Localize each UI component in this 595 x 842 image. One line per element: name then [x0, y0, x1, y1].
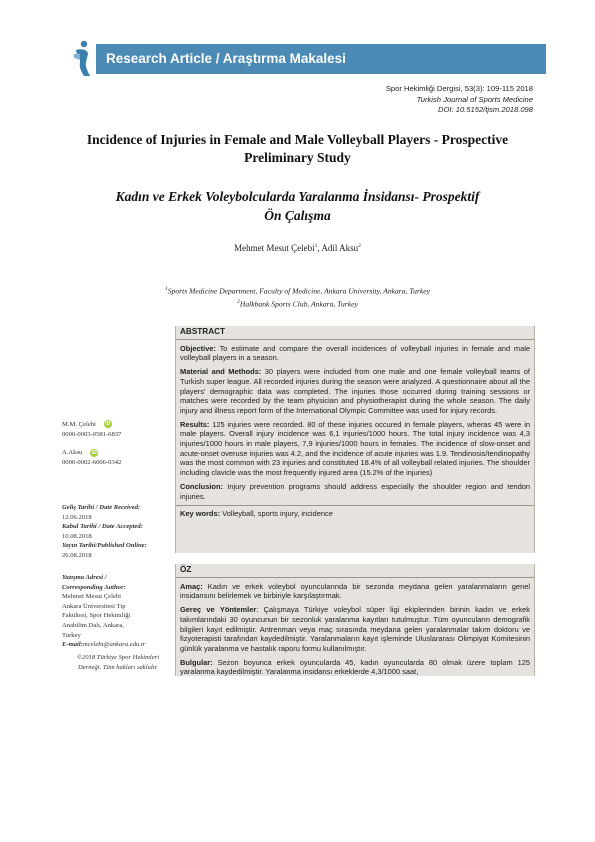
corr-address-line: Fakültesi, Spor Hekimliği: [62, 612, 131, 620]
orcid-entry: [62, 448, 170, 458]
yontem-label: Gereç ve Yöntemler: [180, 605, 257, 615]
objective-label: Objective:: [180, 343, 216, 353]
abstract-results: [180, 420, 530, 478]
copyright-block: [62, 653, 174, 672]
methods-text: 30 players were included from one male and one female volleyball teams of Turkish super league. All recorded injuries during the season were analyzed. A questionnaire about all the players' demographic data was completed. The injuries those occurred during training sessions or matches were recorded by the team physician and physiotherapist during the whole season. The daily injury and illness report form of the International Olympic Committee was used for injury records.: [180, 367, 530, 415]
accepted-date: 10.08.2018: [62, 532, 92, 540]
conclusion-label: Conclusion:: [180, 481, 223, 491]
oz-box: [175, 564, 535, 676]
journal-doi[interactable]: DOI: 10.5152/tjsm.2018.098: [438, 105, 533, 114]
corr-label: Yazışma Adresi /: [62, 574, 107, 581]
oz-bulgular: [180, 658, 530, 677]
keywords-text: Volleyball, sports injury, incidence: [222, 509, 333, 519]
affiliations: [50, 284, 545, 310]
bulgular-text: Sezon boyunca erkek oyuncularda 45, kadın oyuncularda 80 olmak üzere toplam 125 yaralanma kaydedilmiştir. Yaralanma insidansı erkeklerde 4,3/1000 saat,: [180, 657, 530, 677]
published-label: Yayın Tarihi/Published Online:: [62, 542, 147, 550]
received-label: Geliş Tarihi / Date Received:: [62, 504, 141, 511]
orcid-entry: [62, 420, 170, 430]
orcid-icon[interactable]: iD: [105, 421, 111, 428]
journal-info: [386, 84, 533, 116]
keywords-label: Key words:: [180, 509, 221, 519]
abstract-conclusion: [180, 482, 530, 501]
corr-address-line: Mehmet Mesut Çelebi: [62, 593, 121, 601]
amac-text: Kadın ve erkek voleybol oyuncularında bir sezonda meydana gelen yaralanmaların genel insidansını belirlemek ve birbiriyle karşılaştırmak.: [180, 581, 530, 601]
author-list: [50, 243, 545, 253]
journal-logo-icon: [70, 40, 94, 78]
corr-address-line: Turkey: [62, 631, 81, 639]
results-label: Results:: [180, 419, 210, 429]
objective-text: To estimate and compare the overall incidences of volleyball injuries in female and male volleyball players in a season.: [180, 343, 531, 363]
abstract-heading: ABSTRACT: [176, 326, 534, 340]
journal-citation: Spor Hekimliği Dergisi, 53(3): 109-115 2018: [385, 84, 533, 93]
received-date: 12.06.2018: [62, 513, 92, 521]
abstract-box: [175, 326, 535, 553]
orcid-author: M.M. Çelebi: [62, 421, 96, 428]
article-title-turkish: [50, 187, 545, 225]
author-affil-sup: 1: [314, 243, 318, 249]
abstract-objective: [180, 344, 530, 363]
author-separator: , Adil Aksu: [317, 243, 359, 253]
corr-email: [62, 640, 170, 650]
published-date: 26.08.2018: [62, 551, 92, 559]
copyright-line: ©2018 Türkiye Spor Hekimleri: [76, 654, 160, 661]
title-line-1: Incidence of Injuries in Female and Male Volleyball Players - Prospective: [86, 132, 509, 147]
author-affil-sup: 2: [358, 243, 361, 249]
divider: [176, 505, 534, 506]
journal-name: Turkish Journal of Sports Medicine: [416, 94, 533, 104]
affil-sup: 1: [164, 286, 168, 292]
results-text: 125 injuries were recorded. 80 of these injuries occured in female players, wheras 45 were in male players. Overall injury incidence was 6,1 injuries/1000 hours. The total injury incidence was 4,3 injuries/1000 hours in male players, 7,9 injuries/1000 hours in females. The incidence of slow-onset and acute-onset overuse injuries was 4.2, and the incidence of acute injuries was 1.9. Tendinosis/tendinopathy was the most common with 23 injuries and constituted 18.4% of all volleyball related injuries. The shoulder including clavicle was the most frequently injured area (15.2% of the injuries): [180, 419, 530, 478]
title-line-2: Preliminary Study: [244, 150, 351, 165]
affil-text: Halkbank Sports Club, Ankara, Turkey: [239, 299, 358, 309]
amac-label: Amaç:: [180, 581, 203, 591]
conclusion-text: Injury prevention programs should address especially the shoulder region and tendon injuries.: [180, 481, 531, 501]
oz-heading: ÖZ: [176, 564, 534, 578]
article-title: [50, 131, 545, 167]
affil-sup: 2: [237, 299, 240, 306]
corr-address-line: Anabilim Dalı, Ankara,: [62, 621, 124, 629]
abstract-keywords: [180, 509, 530, 519]
title-tr-line-1: Kadın ve Erkek Voleybolcularda Yaralanma İnsidansı- Prospektif: [115, 189, 480, 204]
orcid-id[interactable]: 0000-0002-6006-0342: [62, 458, 122, 466]
dates-block: [62, 503, 170, 561]
corr-label: Corresponding Author:: [62, 583, 126, 591]
orcid-id[interactable]: 0000-0003-0581-6837: [62, 430, 122, 438]
article-type-banner: Research Article / Araştırma Makalesi: [96, 44, 546, 74]
abstract-methods: [180, 367, 530, 416]
corr-address-line: Ankara Üniversitesi Tıp: [62, 602, 126, 610]
accepted-label: Kabul Tarihi / Date Accepted:: [62, 523, 143, 531]
email-link[interactable]: mcelebi@ankara.edu.tr: [82, 641, 146, 649]
email-label: E-mail:: [62, 641, 83, 649]
oz-yontem: [180, 605, 530, 654]
affil-text: Sports Medicine Department, Faculty of Medicine, Ankara University, Ankara, Turkey: [167, 286, 431, 296]
copyright-line: Derneği. Tüm hakları saklıdır.: [77, 663, 159, 671]
orcid-block: [62, 420, 170, 467]
oz-amac: [180, 582, 530, 601]
affiliation-2: [50, 297, 545, 310]
yontem-text: : Çalışmaya Türkiye voleybol süper ligi ekiplerinden birinin kadın ve erkek takımlarındaki 30 oyuncunun bir sezonluk yaralanma kayıtları tutulmuştur. Tüm oyuncuların demografik bilgileri kayıt edilmiştir. Antrenman veya maç sırasında meydana gelen yaralanmalar takım doktoru ve fizyoterapisti tarafından kaydedilmiştir. Yaralanmaların kayıt işleminde Uluslararası Olimpiyat Komitesinin günlük yaralanma ve hastalık raporu formu kullanılmıştır.: [180, 605, 530, 653]
title-tr-line-2: Ön Çalışma: [264, 208, 331, 223]
orcid-icon[interactable]: iD: [91, 449, 97, 456]
bulgular-label: Bulgular:: [180, 657, 213, 667]
orcid-author: A.Aksu: [62, 449, 83, 457]
affiliation-1: [50, 284, 545, 297]
methods-label: Material and Methods:: [180, 367, 262, 377]
corresponding-block: [62, 573, 170, 650]
author-name: Mehmet Mesut Çelebi: [234, 243, 315, 253]
